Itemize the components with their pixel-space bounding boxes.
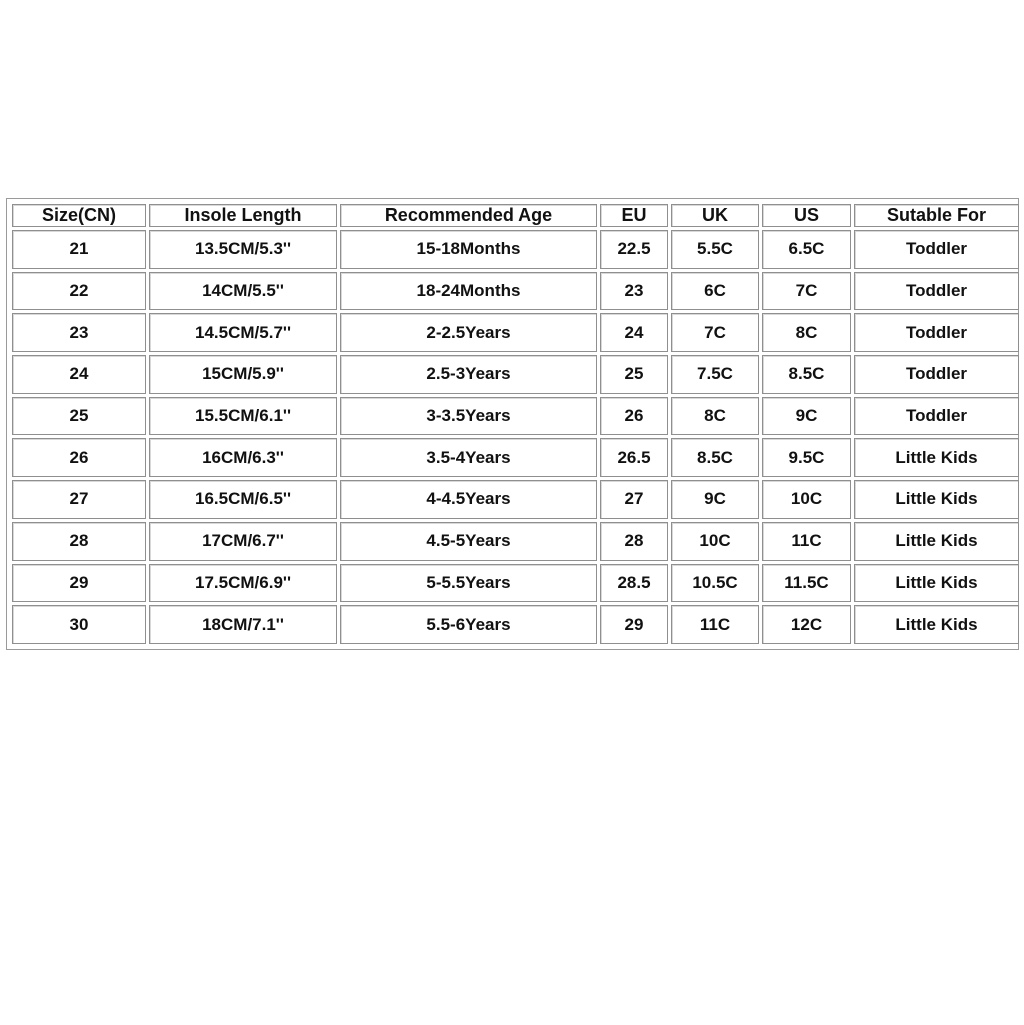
cell-recommended-age: 5-5.5Years	[340, 564, 597, 603]
cell-uk: 8C	[671, 397, 759, 436]
cell-uk: 10.5C	[671, 564, 759, 603]
cell-eu: 26.5	[600, 438, 668, 477]
cell-us: 10C	[762, 480, 851, 519]
cell-us: 8C	[762, 313, 851, 352]
header-suitable-for: Sutable For	[854, 204, 1019, 227]
cell-us: 11C	[762, 522, 851, 561]
cell-recommended-age: 18-24Months	[340, 272, 597, 311]
header-uk: UK	[671, 204, 759, 227]
cell-recommended-age: 15-18Months	[340, 230, 597, 269]
cell-size-cn: 22	[12, 272, 146, 311]
cell-insole-length: 15.5CM/6.1''	[149, 397, 337, 436]
cell-eu: 22.5	[600, 230, 668, 269]
cell-eu: 24	[600, 313, 668, 352]
cell-uk: 7.5C	[671, 355, 759, 394]
cell-suitable-for: Little Kids	[854, 480, 1019, 519]
cell-insole-length: 13.5CM/5.3''	[149, 230, 337, 269]
cell-eu: 29	[600, 605, 668, 644]
cell-uk: 7C	[671, 313, 759, 352]
cell-recommended-age: 2.5-3Years	[340, 355, 597, 394]
header-recommended-age: Recommended Age	[340, 204, 597, 227]
cell-us: 6.5C	[762, 230, 851, 269]
cell-insole-length: 18CM/7.1''	[149, 605, 337, 644]
cell-suitable-for: Little Kids	[854, 605, 1019, 644]
cell-eu: 27	[600, 480, 668, 519]
header-row	[12, 204, 1019, 227]
cell-size-cn: 27	[12, 480, 146, 519]
cell-uk: 10C	[671, 522, 759, 561]
table-row	[12, 480, 1019, 519]
cell-size-cn: 30	[12, 605, 146, 644]
cell-eu: 28	[600, 522, 668, 561]
cell-recommended-age: 2-2.5Years	[340, 313, 597, 352]
table-row	[12, 438, 1019, 477]
cell-suitable-for: Little Kids	[854, 438, 1019, 477]
table-row	[12, 564, 1019, 603]
table-row	[12, 397, 1019, 436]
cell-recommended-age: 3-3.5Years	[340, 397, 597, 436]
size-chart	[6, 198, 1019, 650]
header-insole-length: Insole Length	[149, 204, 337, 227]
cell-recommended-age: 3.5-4Years	[340, 438, 597, 477]
cell-size-cn: 21	[12, 230, 146, 269]
cell-us: 9C	[762, 397, 851, 436]
cell-suitable-for: Toddler	[854, 355, 1019, 394]
header-us: US	[762, 204, 851, 227]
cell-insole-length: 14.5CM/5.7''	[149, 313, 337, 352]
cell-uk: 5.5C	[671, 230, 759, 269]
cell-uk: 8.5C	[671, 438, 759, 477]
cell-uk: 9C	[671, 480, 759, 519]
cell-us: 9.5C	[762, 438, 851, 477]
cell-size-cn: 29	[12, 564, 146, 603]
cell-insole-length: 16.5CM/6.5''	[149, 480, 337, 519]
cell-size-cn: 23	[12, 313, 146, 352]
cell-eu: 26	[600, 397, 668, 436]
cell-size-cn: 28	[12, 522, 146, 561]
cell-insole-length: 14CM/5.5''	[149, 272, 337, 311]
cell-uk: 6C	[671, 272, 759, 311]
cell-uk: 11C	[671, 605, 759, 644]
cell-us: 12C	[762, 605, 851, 644]
header-size-cn: Size(CN)	[12, 204, 146, 227]
cell-size-cn: 26	[12, 438, 146, 477]
cell-recommended-age: 4.5-5Years	[340, 522, 597, 561]
cell-us: 8.5C	[762, 355, 851, 394]
cell-suitable-for: Little Kids	[854, 564, 1019, 603]
cell-insole-length: 16CM/6.3''	[149, 438, 337, 477]
cell-us: 7C	[762, 272, 851, 311]
cell-recommended-age: 4-4.5Years	[340, 480, 597, 519]
cell-us: 11.5C	[762, 564, 851, 603]
cell-eu: 28.5	[600, 564, 668, 603]
cell-insole-length: 15CM/5.9''	[149, 355, 337, 394]
cell-eu: 25	[600, 355, 668, 394]
cell-size-cn: 25	[12, 397, 146, 436]
cell-insole-length: 17.5CM/6.9''	[149, 564, 337, 603]
cell-suitable-for: Toddler	[854, 272, 1019, 311]
cell-eu: 23	[600, 272, 668, 311]
size-table	[9, 201, 1022, 647]
cell-recommended-age: 5.5-6Years	[340, 605, 597, 644]
cell-suitable-for: Toddler	[854, 397, 1019, 436]
table-row	[12, 272, 1019, 311]
cell-suitable-for: Toddler	[854, 230, 1019, 269]
table-row	[12, 313, 1019, 352]
table-row	[12, 355, 1019, 394]
cell-size-cn: 24	[12, 355, 146, 394]
table-row	[12, 522, 1019, 561]
table-row	[12, 230, 1019, 269]
header-eu: EU	[600, 204, 668, 227]
table-row	[12, 605, 1019, 644]
cell-suitable-for: Little Kids	[854, 522, 1019, 561]
cell-suitable-for: Toddler	[854, 313, 1019, 352]
cell-insole-length: 17CM/6.7''	[149, 522, 337, 561]
